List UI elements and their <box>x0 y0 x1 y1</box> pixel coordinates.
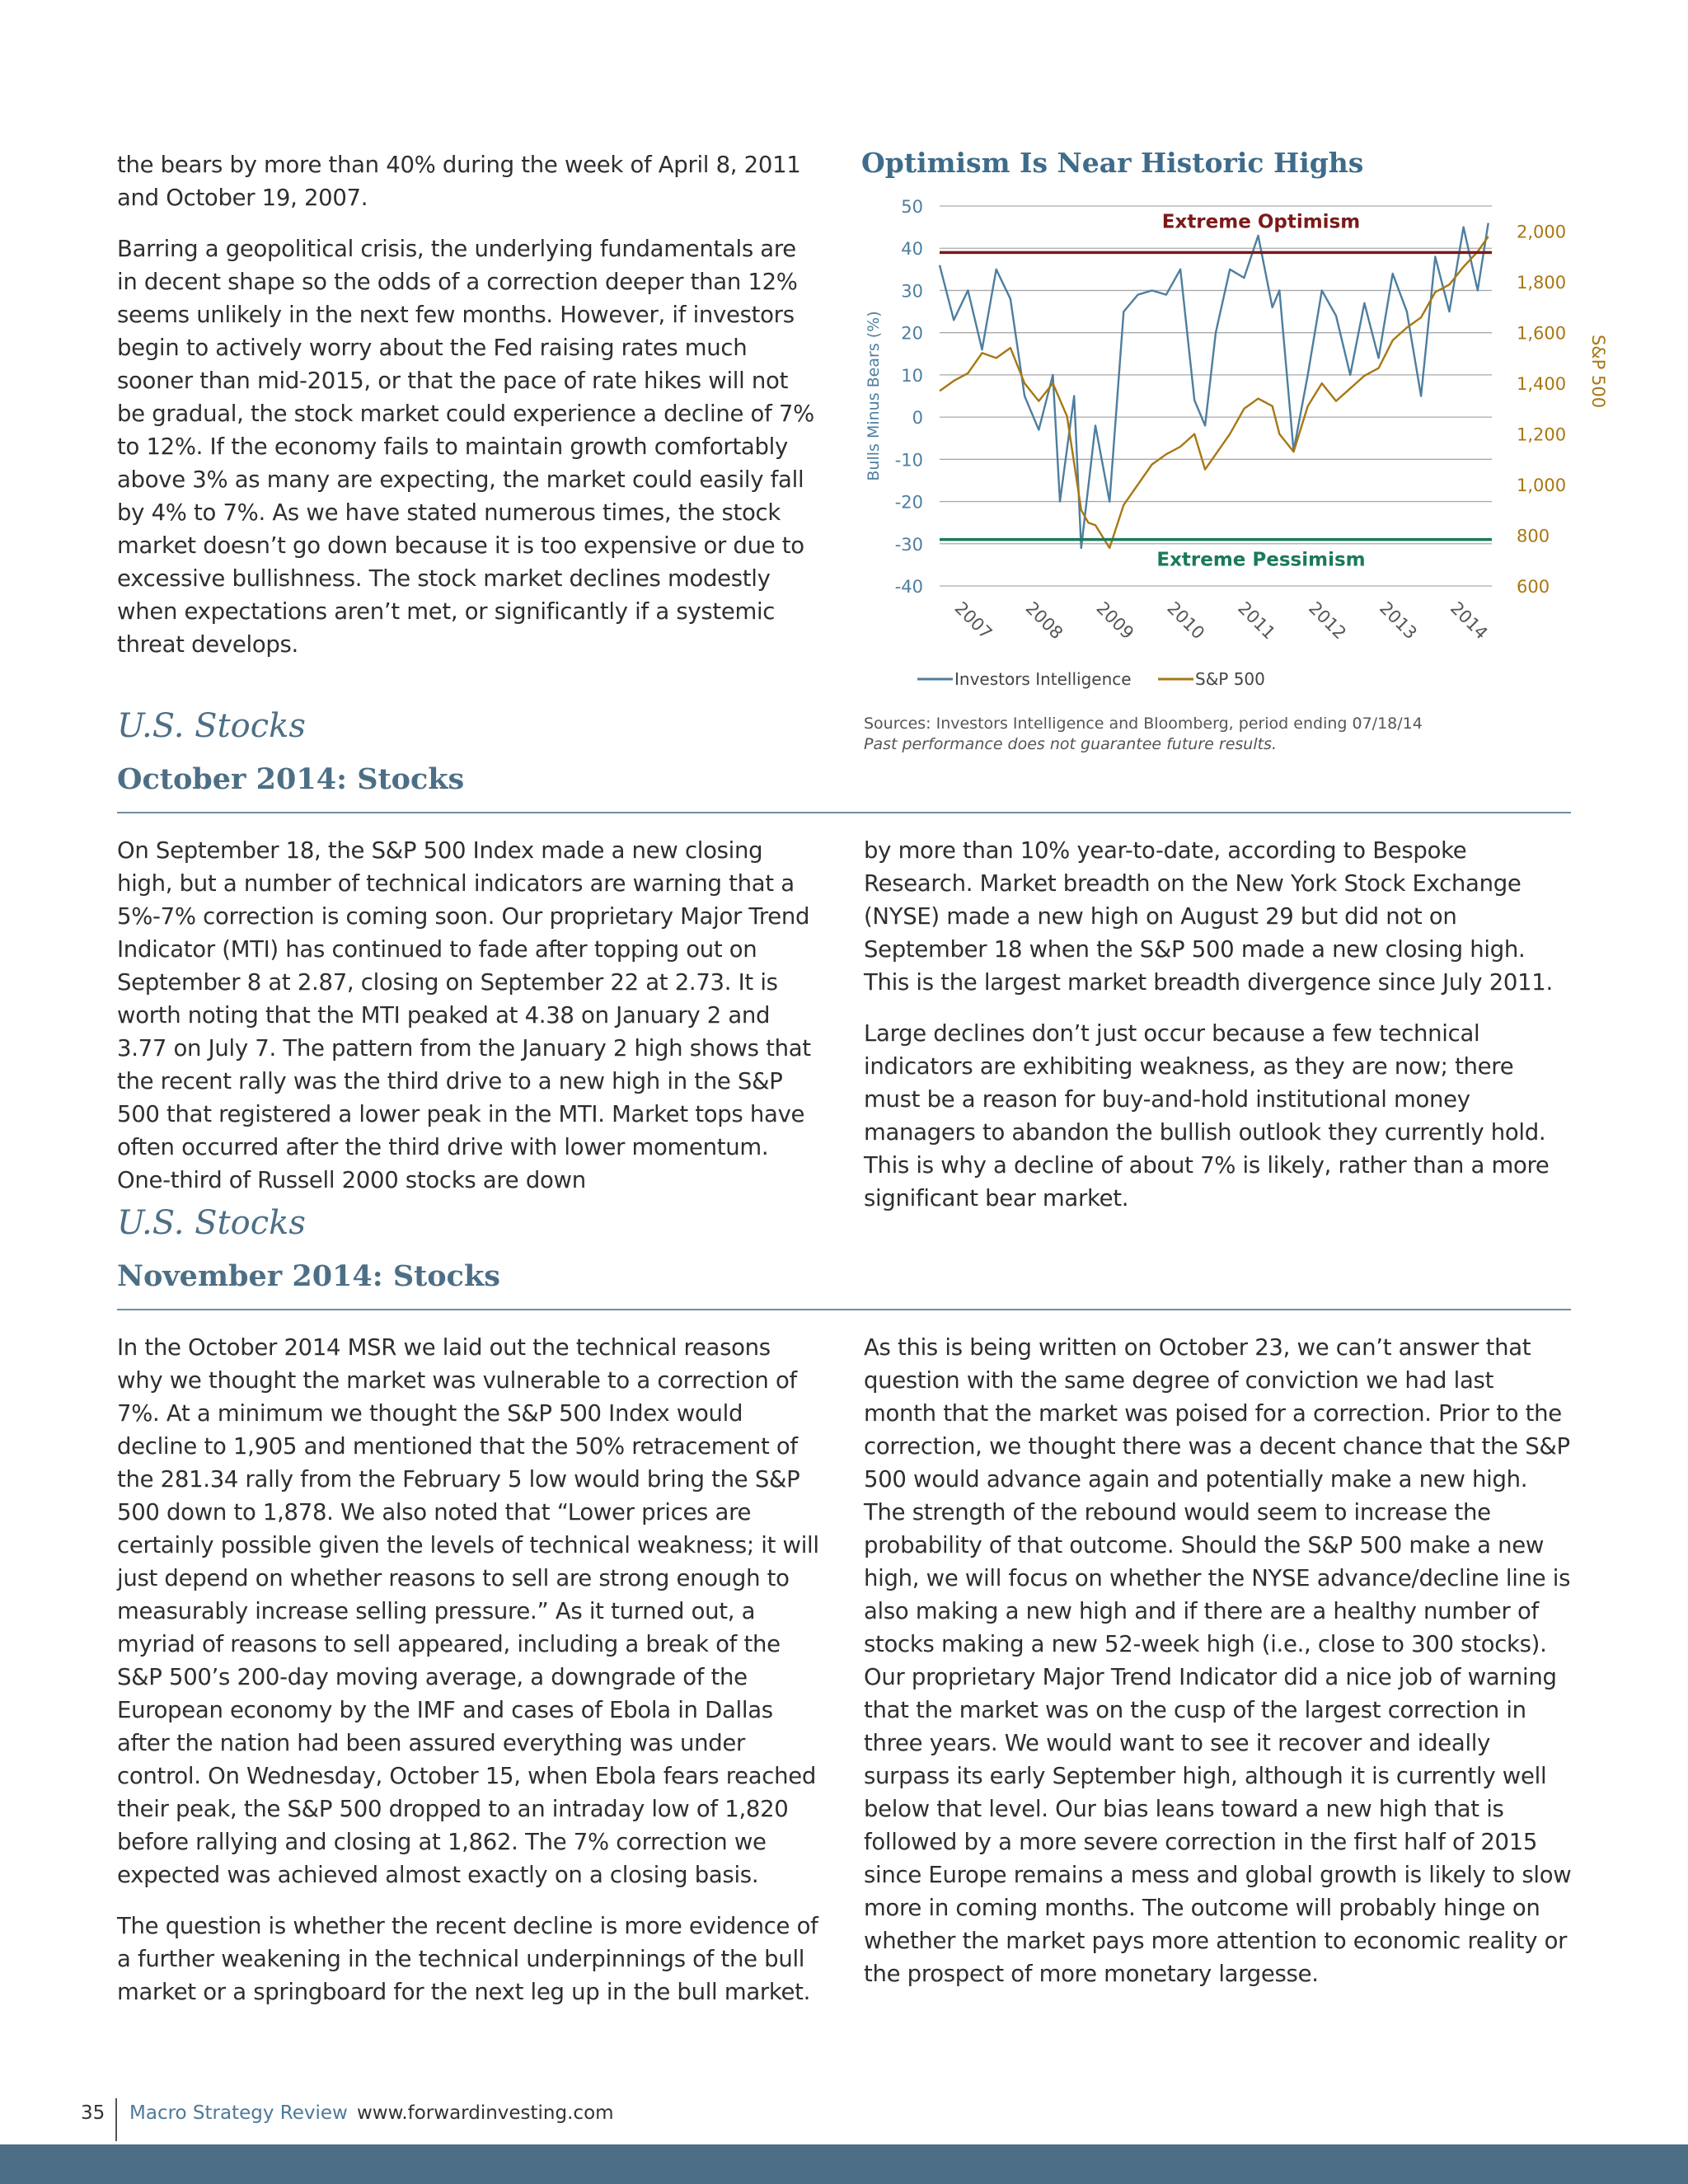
y-tick-label: 30 <box>901 281 923 302</box>
oct-right-paragraph-1: by more than 10% year-to-date, according to Bespoke Research. Market breadth on the New York Stock Exchange (NYSE) made a new high on August 29 but did not on September 18 when the S&P 500 made a new closing high. This is the largest market breadth divergence since July 2011. <box>864 837 1553 996</box>
optimism-chart <box>849 190 1632 701</box>
oct-kicker: U.S. Stocks <box>117 707 306 745</box>
oct-right-paragraph-2: Large declines don’t just occur because a few technical indicators are exhibiting weakness, as they are now; there must be a reason for buy-and-hold institutional money managers to abandon the bullish outlook they currently hold. This is why a decline of about 7% is likely, rather than a more significant bear market. <box>864 1020 1550 1212</box>
oct-divider <box>117 812 1571 813</box>
oct-right-column <box>864 834 1573 1233</box>
oct-section-title: October 2014: Stocks <box>117 762 465 796</box>
page-number: 35 <box>81 2102 106 2124</box>
y-axis-title: Bulls Minus Bears (%) <box>865 311 883 481</box>
x-tick-label: 2012 <box>1305 598 1350 644</box>
nov-kicker: U.S. Stocks <box>117 1204 306 1242</box>
nov-section-title: November 2014: Stocks <box>117 1259 500 1293</box>
extreme-optimism-label: Extreme Optimism <box>1161 211 1361 233</box>
footer-bar <box>0 2144 1688 2184</box>
nov-left-paragraph-2: The question is whether the recent decline is more evidence of a further weakening in the technical underpinnings of the bull market or a springboard for the next leg up in the bull market. <box>117 1913 818 2005</box>
extreme-pessimism-label: Extreme Pessimism <box>1156 549 1366 571</box>
footer-divider <box>115 2098 117 2141</box>
y-tick-label: 10 <box>901 365 923 386</box>
y2-tick-label: 1,400 <box>1517 374 1567 395</box>
y-tick-label: -30 <box>894 534 923 555</box>
series-line-investors-intelligence <box>940 223 1489 548</box>
oct-left-paragraph-1: On September 18, the S&P 500 Index made a new closing high, but a number of technical indicators are warning that a 5%-7% correction is coming soon. Our proprietary Major Trend Indicator (MTI) has continued to fade after topping out on September 8 at 2.87, closing on September 22 at 2.73. It is worth noting that the MTI peaked at 4.38 on January 2 and 3.77 on July 7. The pattern from the January 2 high shows that the recent rally was the third drive to a new high in the S&P 500 that registered a lower peak in the MTI. Market tops have often occurred after the third drive with lower momentum. One-third of Russell 2000 stocks are down <box>117 837 811 1193</box>
oct-left-column <box>117 834 819 1215</box>
y-tick-label: -40 <box>894 577 923 597</box>
nov-left-column <box>117 1331 819 2027</box>
y2-axis-title: S&P 500 <box>1588 334 1608 409</box>
y2-tick-label: 1,800 <box>1517 273 1567 293</box>
intro-paragraph-1: the bears by more than 40% during the week of April 8, 2011 and October 19, 2007. <box>117 152 801 211</box>
y-tick-label: 20 <box>901 323 923 344</box>
y-tick-label: -20 <box>894 492 923 513</box>
nov-right-column <box>864 1331 1573 2008</box>
x-tick-label: 2011 <box>1234 598 1280 644</box>
y2-tick-label: 1,200 <box>1517 424 1567 445</box>
x-tick-label: 2007 <box>950 598 996 644</box>
y-tick-label: 50 <box>901 197 923 217</box>
x-tick-label: 2009 <box>1092 598 1138 644</box>
footer-url[interactable]: www.forwardinvesting.com <box>357 2102 614 2124</box>
y2-tick-label: 800 <box>1517 526 1550 546</box>
x-tick-label: 2014 <box>1446 598 1492 644</box>
y2-tick-label: 2,000 <box>1517 222 1567 242</box>
y2-tick-label: 1,600 <box>1517 323 1567 344</box>
publication-name: Macro Strategy Review <box>129 2102 348 2124</box>
chart-title: Optimism Is Near Historic Highs <box>861 147 1364 179</box>
intro-paragraph-2: Barring a geopolitical crisis, the underlying fundamentals are in decent shape so the odds of a correction deeper than 12% seems unlikely in the next few months. However, if investors begin to actively worry about the Fed raising rates much sooner than mid-2015, or that the pace of rate hikes will not be gradual, the stock market could experience a decline of 7% to 12%. If the economy fails to maintain growth comfortably above 3% as many are expecting, the market could easily fall by 4% to 7%. As we have stated numerous times, the stock market doesn’t go down because it is too expensive or due to excessive bullishness. The stock market declines modestly when expectations aren’t met, or significantly if a systemic threat develops. <box>117 236 814 658</box>
y2-tick-label: 600 <box>1517 577 1550 597</box>
chart-source: Sources: Investors Intelligence and Bloomberg, period ending 07/18/14 <box>864 715 1423 733</box>
x-tick-label: 2010 <box>1163 598 1209 644</box>
y-tick-label: 0 <box>912 408 923 429</box>
intro-column <box>117 148 819 679</box>
chart-disclaimer: Past performance does not guarantee future results. <box>864 735 1277 753</box>
nov-left-paragraph-1: In the October 2014 MSR we laid out the technical reasons why we thought the market was vulnerable to a correction of 7%. At a minimum we thought the S&P 500 Index would decline to 1,905 and mentioned that the 50% retracement of the 281.34 rally from the February 5 low would bring the S&P 500 down to 1,878. We also noted that “Lower prices are certainly possible given the levels of technical weakness; it will just depend on whether reasons to sell are strong enough to measurably increase selling pressure.” As it turned out, a myriad of reasons to sell appeared, including a break of the S&P 500’s 200-day moving average, a downgrade of the European economy by the IMF and cases of Ebola in Dallas after the nation had been assured everything was under control. On Wednesday, October 15, when Ebola fears reached their peak, the S&P 500 dropped to an intraday low of 1,820 before rallying and closing at 1,862. The 7% correction we expected was achieved almost exactly on a closing basis. <box>117 1334 819 1888</box>
y2-tick-label: 1,000 <box>1517 476 1567 496</box>
x-tick-label: 2013 <box>1376 598 1421 644</box>
y-tick-label: -10 <box>894 450 923 471</box>
x-tick-label: 2008 <box>1021 598 1067 644</box>
legend-label-sp500: S&P 500 <box>1195 669 1265 689</box>
nov-divider <box>117 1309 1571 1310</box>
legend-label-investors-intelligence: Investors Intelligence <box>954 669 1132 689</box>
nov-right-paragraph-1: As this is being written on October 23, we can’t answer that question with the same degree of conviction we had last month that the market was poised for a correction. Prior to the correction, we thought there was a decent chance that the S&P 500 would advance again and potentially make a new high. The strength of the rebound would seem to increase the probability of that outcome. Should the S&P 500 make a new high, we will focus on whether the NYSE advance/decline line is also making a new high and if there are a healthy number of stocks making a new 52-week high (i.e., close to 300 stocks). Our proprietary Major Trend Indicator did a nice job of warning that the market was on the cusp of the largest correction in three years. We would want to see it recover and ideally surpass its early September high, although it is currently well below that level. Our bias leans toward a new high that is followed by a more severe correction in the first half of 2015 since Europe remains a mess and global growth is likely to slow more in coming months. The outcome will probably hinge on whether the market pays more attention to economic reality or the prospect of more monetary largesse. <box>864 1334 1572 1987</box>
y-tick-label: 40 <box>901 239 923 260</box>
